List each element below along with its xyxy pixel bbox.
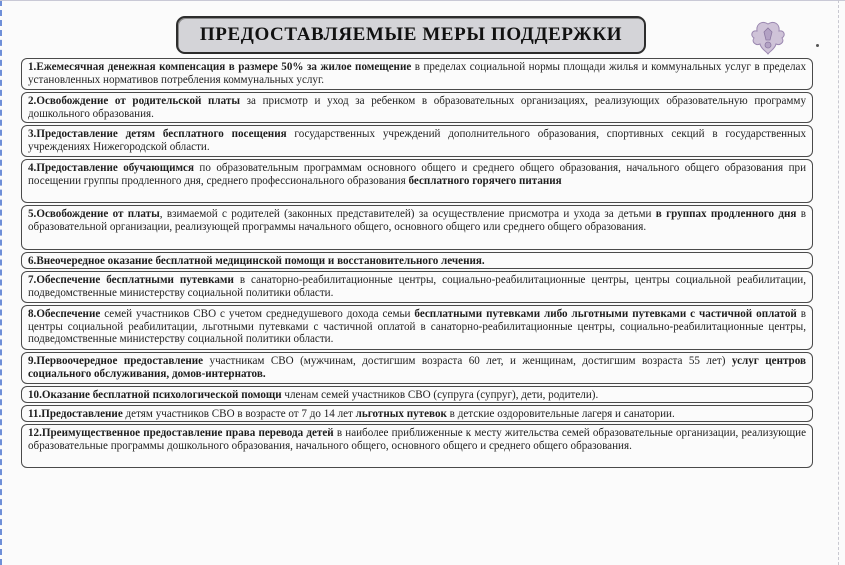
- support-item-6: [21, 252, 813, 269]
- text-run: детям участников СВО в возрасте от 7 до 14 лет: [122, 408, 356, 420]
- text-run: в образовательной организации, реализующей программы начального общего, основного общего или среднего общего образования.: [28, 208, 806, 233]
- bold-text-run: 12.Преимущественное предоставление права перевода детей: [28, 427, 334, 439]
- bold-text-run: 11.Предоставление: [28, 408, 123, 420]
- text-run: в наиболее приближенные к месту жительства семей образовательные организации, реализующие образовательные программы дошкольного образования, начального общего, основного общего и среднего общего образования.: [28, 427, 806, 452]
- bold-text-run: 7.Обеспечение бесплатными путевками: [28, 274, 234, 286]
- bold-text-run: 6.Внеочередное оказание бесплатной медицинской помощи и восстановительного лечения.: [28, 255, 485, 267]
- page-top-edge: [0, 0, 845, 7]
- coat-of-arms-emblem: [748, 18, 788, 58]
- text-run: государственных учреждений дополнительного образования, спортивных секций в государственных учреждениях Нижегородской области.: [28, 128, 806, 153]
- bold-text-run: 2.Освобождение от родительской платы: [28, 95, 241, 107]
- bold-text-run: бесплатного горячего питания: [408, 174, 562, 187]
- bold-text-run: 10.Оказание бесплатной психологической помощи: [28, 389, 282, 401]
- page-right-edge: [837, 0, 839, 565]
- text-run: в пределах социальной нормы площади жилья и коммунальных услуг в пределах установленных нормативов потребления коммунальных услуг.: [28, 61, 806, 86]
- text-run: семей участников СВО с учетом среднедушевого дохода семьи: [100, 308, 415, 320]
- support-item-5: [21, 205, 813, 250]
- bold-text-run: 5.Освобождение от платы: [28, 208, 160, 220]
- support-item-4: [21, 159, 813, 203]
- support-item-10: [21, 386, 813, 403]
- text-run: , взимаемой с родителей (законных представителей) за осуществление присмотра и ухода за детьми: [159, 208, 656, 220]
- text-run: в центры социальной реабилитации, льготными путевками с частичной оплатой в санаторно-реабилитационные центры, социально-реабилитационные центры, подведомственные министерству социальной политики области.: [28, 308, 806, 346]
- bold-text-run: услуг центров социального обслуживания, домов-интернатов.: [28, 355, 806, 380]
- bold-text-run: 8.Обеспечение: [28, 308, 101, 320]
- support-item-1: [21, 58, 813, 90]
- support-item-9: [21, 352, 813, 384]
- support-item-12: [21, 424, 813, 468]
- bold-text-run: льготных путевок: [355, 408, 447, 420]
- bold-text-run: бесплатными путевками либо льготными путевками с частичной оплатой: [414, 308, 797, 320]
- bold-text-run: 1.Ежемесячная денежная компенсация в размере 50% за жилое помещение: [28, 61, 412, 73]
- text-run: в детские оздоровительные лагеря и санатории.: [446, 408, 675, 420]
- scan-dot: [816, 44, 819, 47]
- support-item-7: [21, 271, 813, 303]
- support-item-2: [21, 92, 813, 123]
- bold-text-run: 4.Предоставление обучающимся: [28, 162, 194, 174]
- support-item-11: [21, 405, 813, 422]
- text-run: в санаторно-реабилитационные центры, социально-реабилитационные центры, центры социальной реабилитации, подведомственные министерству социальной политики области.: [28, 274, 807, 299]
- text-run: участникам СВО (мужчинам, достигшим возраста 60 лет, и женщинам, достигшим возраста 55 лет): [203, 355, 732, 367]
- bold-text-run: 3.Предоставление детям бесплатного посещения: [28, 128, 287, 140]
- support-item-8: [21, 305, 813, 350]
- page-left-edge: [0, 0, 8, 565]
- text-run: членам семей участников СВО (супруга (супруг), дети, родители).: [281, 389, 599, 401]
- text-run: за присмотр и уход за ребенком в образовательных организациях, реализующих образовательную программу дошкольного образования.: [28, 95, 806, 120]
- bold-text-run: 9.Первоочередное предоставление: [28, 355, 204, 367]
- title-banner: [176, 16, 646, 54]
- text-run: по образовательным программам основного общего и среднего общего образования, начального общего образования при посещении группы продленного дня, среднего профессионального образования: [28, 162, 807, 187]
- bold-text-run: в группах продленного дня: [655, 208, 797, 220]
- support-item-3: [21, 125, 813, 157]
- page-title: ПРЕДОСТАВЛЯЕМЫЕ МЕРЫ ПОДДЕРЖКИ: [199, 24, 623, 45]
